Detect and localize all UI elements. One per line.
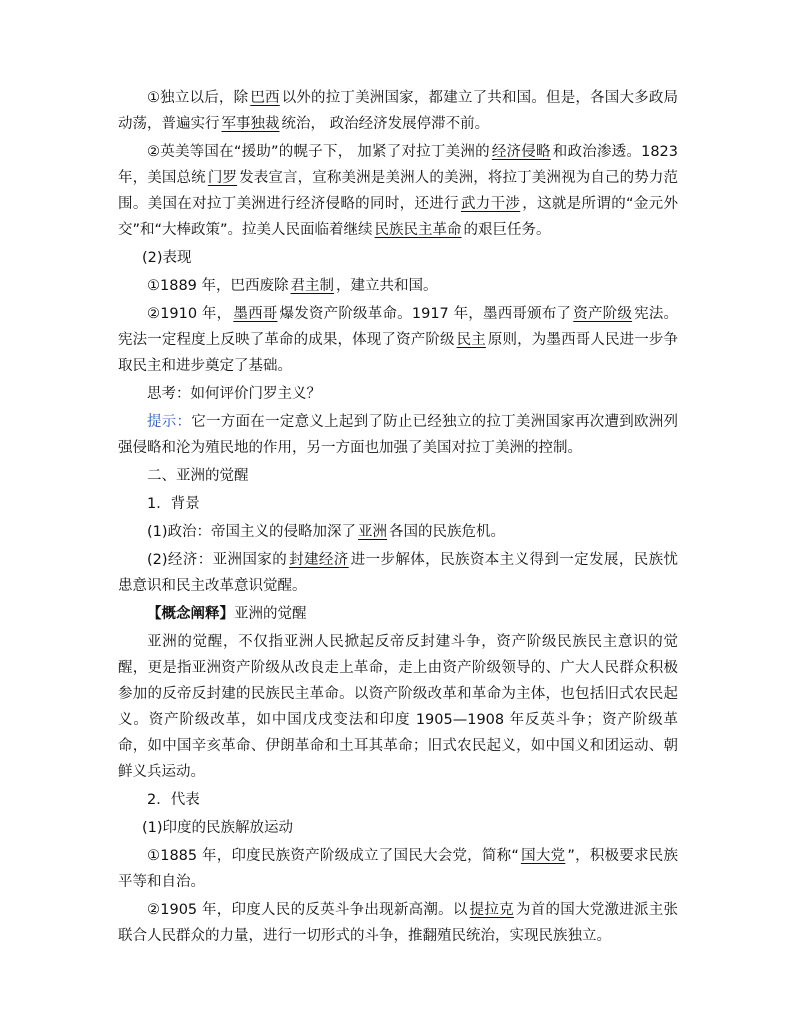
heading-background <box>118 491 678 517</box>
text-run: 它一方面在一定意义上起到了防止已经独立的拉丁美洲国家再次遭到欧洲列强侵略和沦为殖民地的作用，另一方面也加强了美国对拉丁美洲的控制。 <box>118 414 679 456</box>
text-run: 和政治渗透。1823 年，美国总统 <box>118 144 678 186</box>
text-run: ①独立以后，除 <box>147 90 249 106</box>
paragraph-brazil <box>118 273 678 299</box>
text-run: 进一步解体，民族资本主义得到一定发展，民族忧患意识和民主改革意识觉醒。 <box>118 552 679 594</box>
answer-blank: 封建经济 <box>289 552 349 568</box>
paragraph-india-1885 <box>118 843 678 895</box>
text-run: 二、亚洲的觉醒 <box>147 468 249 484</box>
text-run: 各国的民族危机。 <box>389 524 506 540</box>
answer-blank: 提拉克 <box>469 902 514 918</box>
answer-blank: 巴西 <box>250 90 280 106</box>
heading-india <box>118 815 678 841</box>
heading-concept <box>118 601 678 627</box>
paragraph-concept-explanation <box>118 629 678 785</box>
text-run: ，这就是所谓的“金元外交”和“大棒政策”。拉美人民面临着继续 <box>118 196 679 238</box>
heading-asia-awakening <box>118 463 678 489</box>
text-run: 宪法。宪法一定程度上反映了革命的成果，体现了资产阶级 <box>118 306 679 348</box>
answer-blank: 民族民主革命 <box>374 222 462 238</box>
text-run: 亚洲的觉醒 <box>234 606 307 622</box>
answer-blank: 民主 <box>456 332 486 348</box>
text-run: (1)政治：帝国主义的侵略加深了 <box>147 524 357 540</box>
text-run: 亚洲的觉醒，不仅指亚洲人民掀起反帝反封建斗争，资产阶级民族民主意识的觉醒，更是指亚洲资产阶级从改良走上革命，走上由资产阶级领导的、广大人民群众积极参加的反帝反封建的民族民主革命。以资产阶级改革和革命为主体，也包括旧式农民起义。资产阶级改革，如中国戊戌变法和印度 1905—1908 年反英斗争；资产阶级革命，如中国辛亥革命、伊朗革命和土耳其革命；旧式农民起义，如中国义和团运动、朝鲜义兵运动。 <box>118 634 678 780</box>
text-run: 2．代表 <box>147 792 200 808</box>
text-run: 思考：如何评价门罗主义？ <box>147 386 321 402</box>
document-page <box>118 85 678 951</box>
answer-blank: 国大党 <box>520 848 566 864</box>
heading-manifestation <box>118 245 678 271</box>
answer-blank: 经济侵略 <box>491 144 551 160</box>
paragraph-politics <box>118 519 678 545</box>
text-run: 以外的拉丁美洲国家，都建立了共和国。但是，各国大多政局动荡，普遍实行 <box>118 90 679 132</box>
answer-blank: 资产阶级 <box>573 306 633 322</box>
text-run: 的艰巨任务。 <box>463 222 551 238</box>
paragraph-independence <box>118 85 678 137</box>
answer-blank: 亚洲 <box>358 524 388 540</box>
text-run: (2)表现 <box>142 250 192 266</box>
answer-blank: 墨西哥 <box>233 306 278 322</box>
paragraph-india-1905 <box>118 897 678 949</box>
heading-representatives <box>118 787 678 813</box>
paragraph-us-uk-intervention <box>118 139 678 243</box>
text-run: ”，积极要求民族平等和自治。 <box>118 848 678 890</box>
text-run: ，建立共和国。 <box>336 278 438 294</box>
paragraph-hint <box>118 409 678 461</box>
text-run: 发表宣言，宣称美洲是美洲人的美洲，将拉丁美洲视为自己的势力范围。美国在对拉丁美洲进行经济侵略的同时，还进行 <box>118 170 679 212</box>
text-run: ①1889 年，巴西废除 <box>147 278 289 294</box>
text-run: 统治， 政治经济发展停滞不前。 <box>281 116 490 132</box>
text-run: 原则，为墨西哥人民进一步争取民主和进步奠定了基础。 <box>118 332 679 374</box>
paragraph-question <box>118 381 678 407</box>
paragraph-economy <box>118 547 678 599</box>
answer-blank: 君主制 <box>290 278 335 294</box>
text-run: (2)经济：亚洲国家的 <box>147 552 288 568</box>
text-run: ②1910 年， <box>147 306 232 322</box>
hint-label: 提示： <box>147 414 192 430</box>
text-run: ①1885 年，印度民族资产阶级成立了国民大会党，简称“ <box>147 848 519 864</box>
text-run: 1．背景 <box>147 496 200 512</box>
answer-blank: 武力干涉 <box>460 196 521 212</box>
text-run: 为首的国大党激进派主张联合人民群众的力量，进行一切形式的斗争，推翻殖民统治，实现民族独立。 <box>118 902 679 944</box>
answer-blank: 军事独裁 <box>221 116 280 132</box>
text-run: ②英美等国在“援助”的幌子下， 加紧了对拉丁美洲的 <box>147 144 490 160</box>
text-run: 爆发资产阶级革命。1917 年，墨西哥颁布了 <box>279 306 572 322</box>
concept-label: 【概念阐释】 <box>147 606 234 622</box>
answer-blank: 门罗 <box>207 170 238 186</box>
text-run: (1)印度的民族解放运动 <box>142 820 294 836</box>
text-run: ②1905 年，印度人民的反英斗争出现新高潮。以 <box>147 902 468 918</box>
paragraph-mexico <box>118 301 678 379</box>
